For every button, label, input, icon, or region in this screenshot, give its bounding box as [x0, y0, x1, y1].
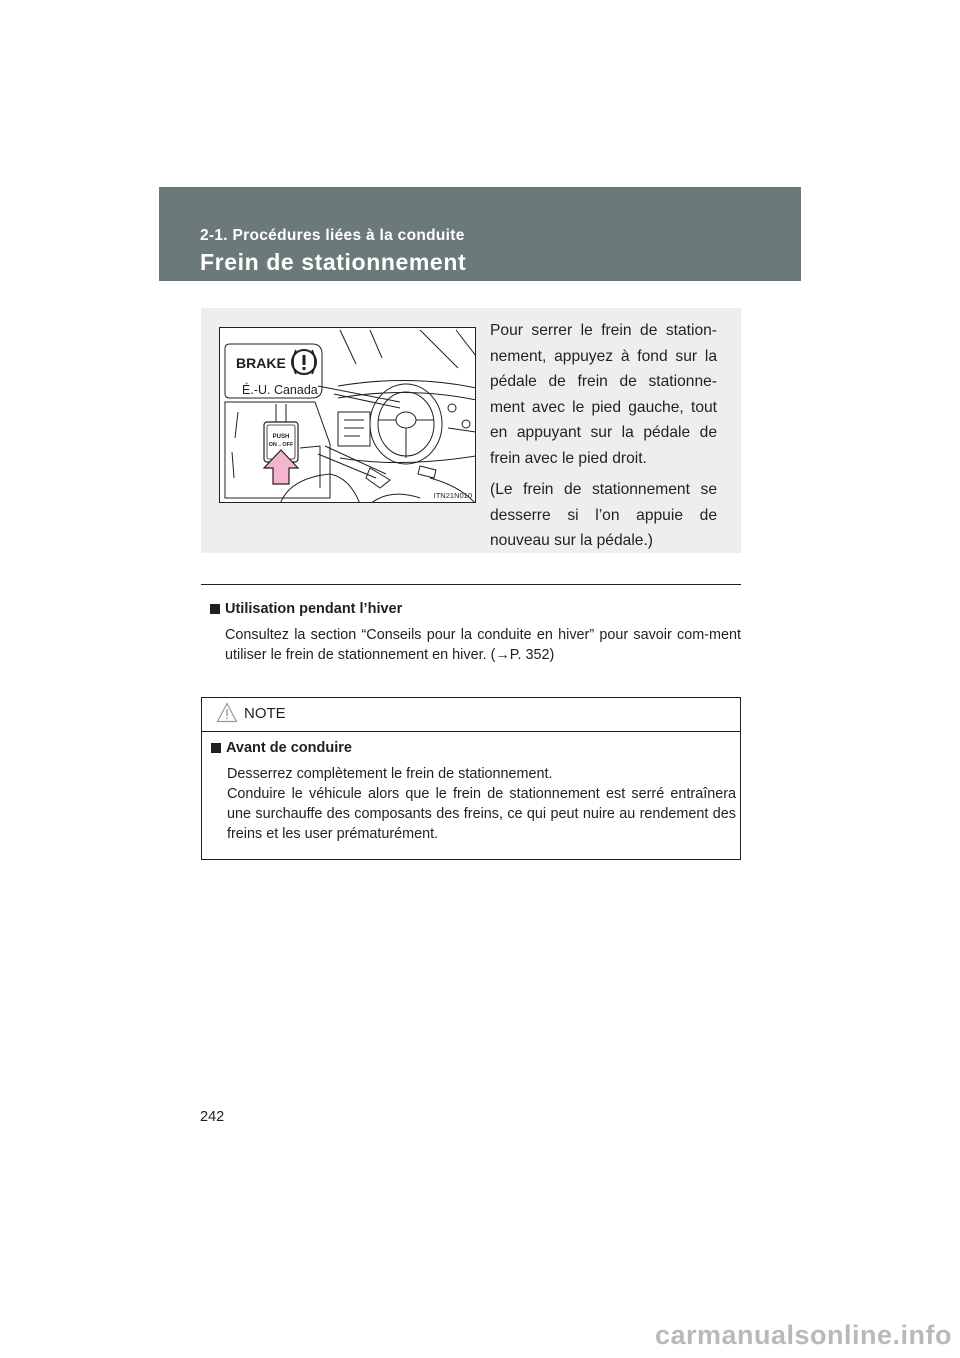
square-bullet-icon	[211, 743, 221, 753]
info-heading	[210, 601, 741, 617]
pedal-label-onoff: ON↔OFF	[268, 442, 294, 448]
square-bullet-icon	[210, 604, 220, 614]
dashboard-drawing	[220, 328, 476, 503]
parking-brake-illustration	[219, 327, 476, 503]
info-block	[210, 601, 741, 665]
page-number: 242	[200, 1109, 225, 1125]
watermark: carmanualsonline.info	[654, 1319, 952, 1350]
intro-text	[490, 318, 717, 560]
note-text	[227, 764, 736, 844]
figure-code: ITN21N010	[433, 491, 472, 500]
info-heading-text: Utilisation pendant l’hiver	[225, 601, 403, 617]
note-body	[211, 740, 736, 844]
page-title: Frein de stationnement	[200, 249, 467, 275]
region-label: É.-U. Canada	[242, 383, 318, 397]
warning-triangle-icon	[216, 702, 238, 723]
note-line-1: Desserrez complètement le frein de stationnement.	[227, 766, 553, 782]
brake-warning-icon	[292, 350, 316, 374]
note-title: NOTE	[244, 705, 286, 722]
note-box	[201, 697, 741, 860]
section-divider	[201, 584, 741, 585]
note-line-2: Conduire le véhicule alors que le frein de stationnement est serré entraînera une surchauffe des composants des freins, ce qui peut nuire au rendement des freins et les user prématurément.	[227, 786, 736, 842]
note-heading	[211, 740, 736, 756]
intro-paragraph-2: (Le frein de stationnement se desserre si l’on appuie de nouveau sur la pédale.)	[490, 481, 717, 549]
section-label: 2-1. Procédures liées à la conduite	[200, 227, 465, 244]
note-heading-text: Avant de conduire	[226, 740, 352, 756]
pedal-label-push: PUSH	[272, 434, 290, 440]
note-header	[202, 698, 740, 732]
brake-label: BRAKE	[236, 355, 286, 371]
info-text: Consultez la section “Conseils pour la conduite en hiver” pour savoir com-ment utiliser le frein de stationnement en hiver. (→P. 352)	[225, 627, 741, 663]
intro-paragraph-1: Pour serrer le frein de station-nement, appuyez à fond sur la pédale de frein de stationne-ment avec le pied gauche, tout en appuyant sur la pédale de frein avec le pied droit.	[490, 322, 717, 467]
